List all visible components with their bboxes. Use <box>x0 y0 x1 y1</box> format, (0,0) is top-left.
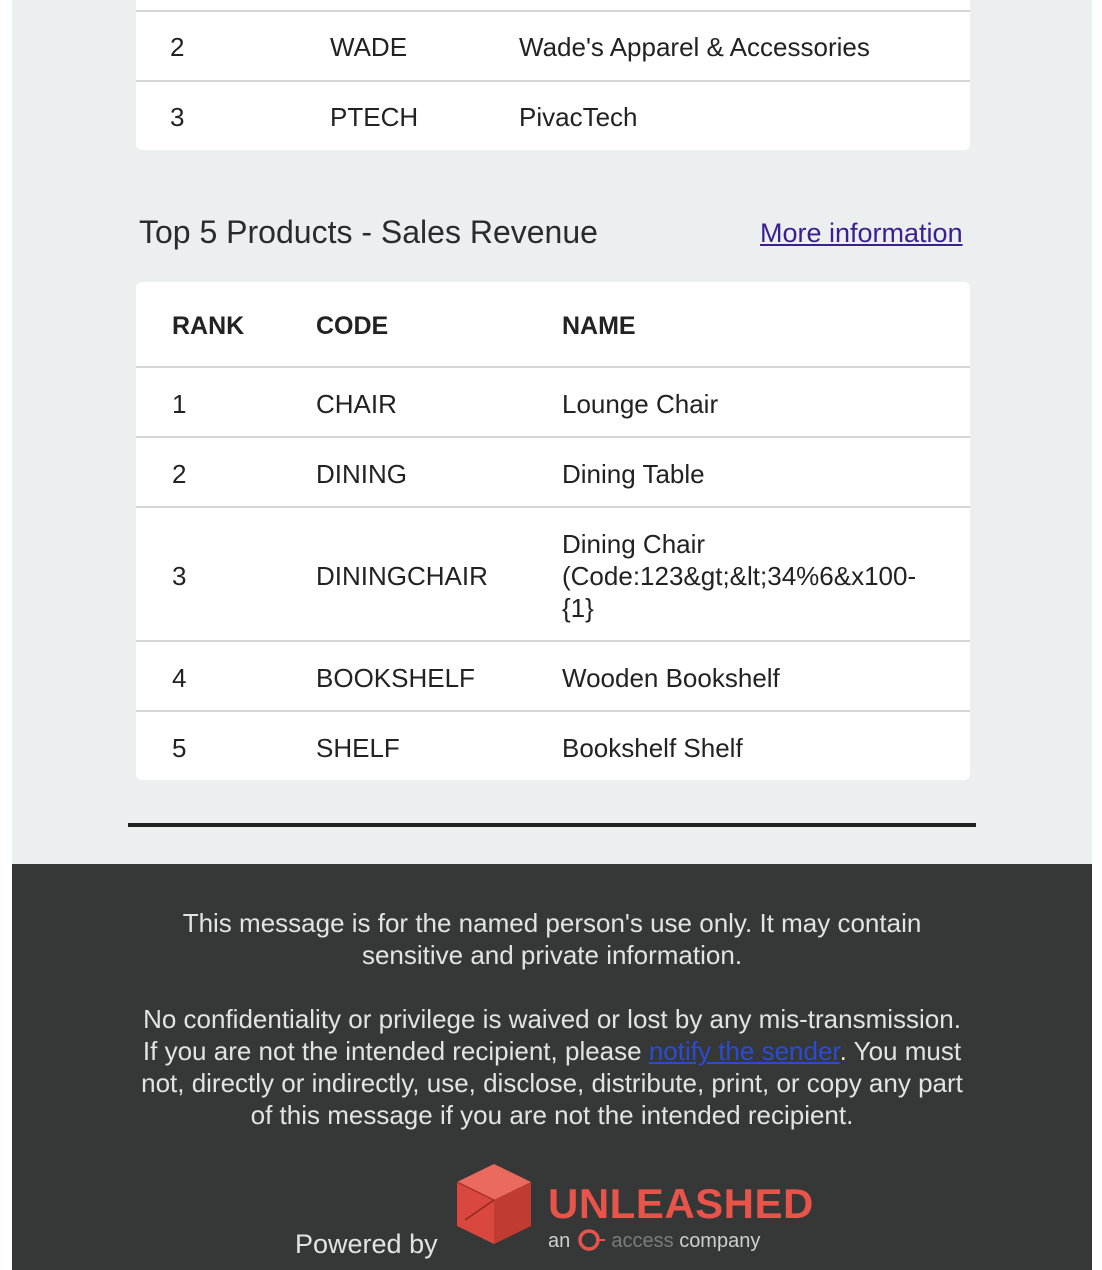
access-ring-icon <box>576 1228 606 1252</box>
unleashed-cube-logo-icon <box>455 1162 533 1246</box>
name-cell: Dining Table <box>562 459 705 489</box>
code-header: CODE <box>316 312 389 340</box>
name-cell: Wooden Bookshelf <box>562 663 780 693</box>
logo-subtitle <box>548 1228 760 1253</box>
row-divider <box>136 10 970 12</box>
rank-cell: 3 <box>170 102 185 132</box>
code-cell: SHELF <box>316 733 400 763</box>
rank-cell: 1 <box>172 389 187 419</box>
code-cell: DINING <box>316 459 407 489</box>
rank-header: RANK <box>172 312 245 340</box>
code-cell: DININGCHAIR <box>316 561 488 591</box>
section-divider <box>128 823 976 827</box>
disclaimer-line: This message is for the named person's use only. It may contain <box>182 908 922 938</box>
rank-cell: 2 <box>170 32 185 62</box>
code-cell: PTECH <box>330 102 419 132</box>
name-cell: Lounge Chair <box>562 389 719 419</box>
logo-sub-company: company <box>679 1230 761 1252</box>
rank-cell: 3 <box>172 561 187 591</box>
powered-by-label: Powered by <box>295 1229 438 1259</box>
code-cell: WADE <box>330 32 408 62</box>
confidentiality-line: of this message if you are not the intended recipient. <box>250 1100 854 1130</box>
confidentiality-text: If you are not the intended recipient, please <box>142 1036 649 1066</box>
name-cell: Wade's Apparel & Accessories <box>519 32 870 62</box>
row-divider <box>136 640 970 642</box>
rank-cell: 4 <box>172 663 187 693</box>
disclaimer-line: sensitive and private information. <box>361 940 743 970</box>
row-divider <box>136 710 970 712</box>
logo-sub-an: an <box>548 1230 571 1252</box>
top-customers-table <box>136 0 970 150</box>
name-cell: PivacTech <box>519 102 638 132</box>
row-divider <box>136 436 970 438</box>
confidentiality-line: No confidentiality or privilege is waived or lost by any mis-transmission. <box>143 1004 961 1034</box>
unleashed-logo-wordmark: UNLEASHED <box>548 1180 814 1227</box>
row-divider <box>136 80 970 82</box>
logo-sub-access: access <box>611 1230 674 1252</box>
notify-sender-link[interactable]: notify the sender <box>648 1036 840 1066</box>
name-cell-line-2: (Code:123&gt;&lt;34%6&x100- <box>562 561 917 591</box>
row-divider <box>136 366 970 368</box>
confidentiality-line <box>100 1035 1004 1067</box>
section-title: Top 5 Products - Sales Revenue <box>139 214 598 250</box>
rank-cell: 2 <box>172 459 187 489</box>
name-header: NAME <box>562 312 636 340</box>
name-cell-line-1: Dining Chair <box>562 529 706 559</box>
row-divider <box>136 506 970 508</box>
code-cell: BOOKSHELF <box>316 663 475 693</box>
more-information-link[interactable]: More information <box>760 218 963 248</box>
confidentiality-text: . You must <box>839 1036 962 1066</box>
confidentiality-line: not, directly or indirectly, use, disclose, distribute, print, or copy any part <box>141 1068 963 1098</box>
rank-cell: 5 <box>172 733 187 763</box>
name-cell-line-3: {1} <box>562 593 594 623</box>
top-products-table <box>136 282 970 780</box>
name-cell: Bookshelf Shelf <box>562 733 743 763</box>
code-cell: CHAIR <box>316 389 397 419</box>
